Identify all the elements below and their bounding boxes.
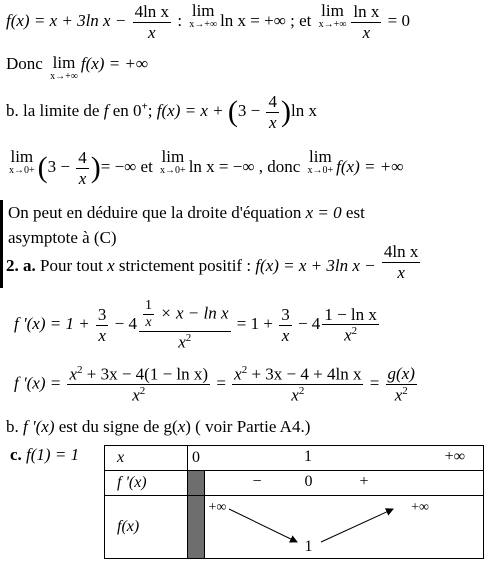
fraction: $\frac{\text{1 − ln x}}{x^2}$ bbox=[324, 304, 377, 346]
table-row-x: x 0 1 +∞ bbox=[105, 446, 484, 471]
limit: lim x→+∞ bbox=[318, 1, 347, 30]
fraction: $\frac{4}{x}$ bbox=[268, 92, 277, 132]
margin-bar bbox=[0, 252, 3, 288]
limit-end: +∞ bbox=[411, 500, 429, 515]
increasing-arrow bbox=[321, 509, 393, 542]
forbidden-zone bbox=[188, 496, 205, 559]
limit: lim x→+∞ bbox=[50, 53, 78, 82]
limit: lim x→0+ bbox=[9, 147, 35, 176]
limit: lim x→0+ bbox=[307, 147, 334, 176]
line-limit-at-zero: b. la limite de f en 0+; f(x) = x + (3 − $\frac{4}{x}$ )ln x bbox=[6, 92, 317, 132]
fraction: $\frac{3}{x}$ bbox=[281, 305, 290, 345]
fraction: $\frac{1}{x}$ × x − ln x $x^2$ bbox=[139, 298, 231, 352]
line-limits-infinity: f(x) = x + 3ln x − $\frac{\text{4ln x}}{x}$ : lim x→+∞ ln x = +∞ ; et lim x→+∞ $\frac{\text{ln x}}{x}$ = 0 bbox=[6, 1, 410, 42]
limit-start: +∞ bbox=[208, 500, 227, 515]
limit: lim x→+∞ bbox=[189, 1, 218, 30]
fraction: $\frac{g(x)}{x^2}$ bbox=[387, 364, 415, 405]
line-limits-zero-plus: lim x→0+ (3 − $\frac{4}{x}$ )= −∞ et lim x→0+ ln x = −∞ , donc lim x→0+ f(x) = +∞ bbox=[9, 147, 404, 188]
minimum-value: 1 bbox=[304, 538, 313, 555]
fraction: $\frac{4}{x}$ bbox=[78, 148, 87, 188]
fraction: $\frac{\text{4ln x}}{x}$ bbox=[134, 2, 170, 42]
line-sign: b. f '(x) est du signe de g(x) ( voir Partie A4.) bbox=[6, 417, 311, 436]
decreasing-arrow bbox=[229, 509, 297, 542]
variation-table bbox=[104, 445, 484, 559]
limit: lim x→0+ bbox=[160, 147, 186, 176]
table-row-derivative: f '(x) − 0 + bbox=[105, 471, 484, 496]
line-derivative-2: f '(x) = $\frac{x^2 + 3x - 4(1 - \ln x)}{x^2}$ = $\frac{x^2 + 3x - 4 + 4\ln x}{x^2}$ = $\frac{g(x)}{x^2}$ bbox=[14, 364, 415, 405]
fraction: $\frac{\text{4ln x}}{x}$ bbox=[383, 242, 419, 282]
line-question-c: c. f(1) = 1 bbox=[10, 445, 80, 464]
line-asymptote-2: asymptote à (C) bbox=[8, 228, 117, 247]
variation-arrows bbox=[205, 496, 475, 558]
line-donc-limit: Donc lim x→+∞ f(x) = +∞ bbox=[6, 53, 149, 82]
fraction: $\frac{x^2 + 3x - 4(1 - \ln x)}{x^2}$ bbox=[69, 364, 209, 405]
line-question-2a: 2. a. Pour tout x strictement positif : f(x) = x + 3ln x − $\frac{\text{4ln x}}{x}$ bbox=[6, 242, 419, 282]
fraction: $\frac{\text{ln x}}{x}$ bbox=[353, 2, 380, 42]
line-derivative-1: f '(x) = 1 + $\frac{3}{x}$ − 4 $\frac{1}{x}$ × x − ln x $x^2$ = 1 + $\frac{3}{x}$ − 4 $\frac{\text{1 − ln x}}{x^2}$ bbox=[14, 298, 377, 352]
line-asymptote-1: On peut en déduire que la droite d'équation x = 0 est bbox=[8, 203, 365, 222]
fraction: $\frac{3}{x}$ bbox=[97, 305, 107, 345]
forbidden-zone bbox=[188, 471, 205, 496]
text: f(x) = x + 3ln x − bbox=[6, 10, 131, 30]
fraction: $\frac{x^2 + 3x - 4 + 4\ln x}{x^2}$ bbox=[234, 364, 362, 405]
table-row-function: f(x) +∞ 1 +∞ bbox=[105, 496, 484, 559]
margin-bar bbox=[0, 200, 3, 252]
